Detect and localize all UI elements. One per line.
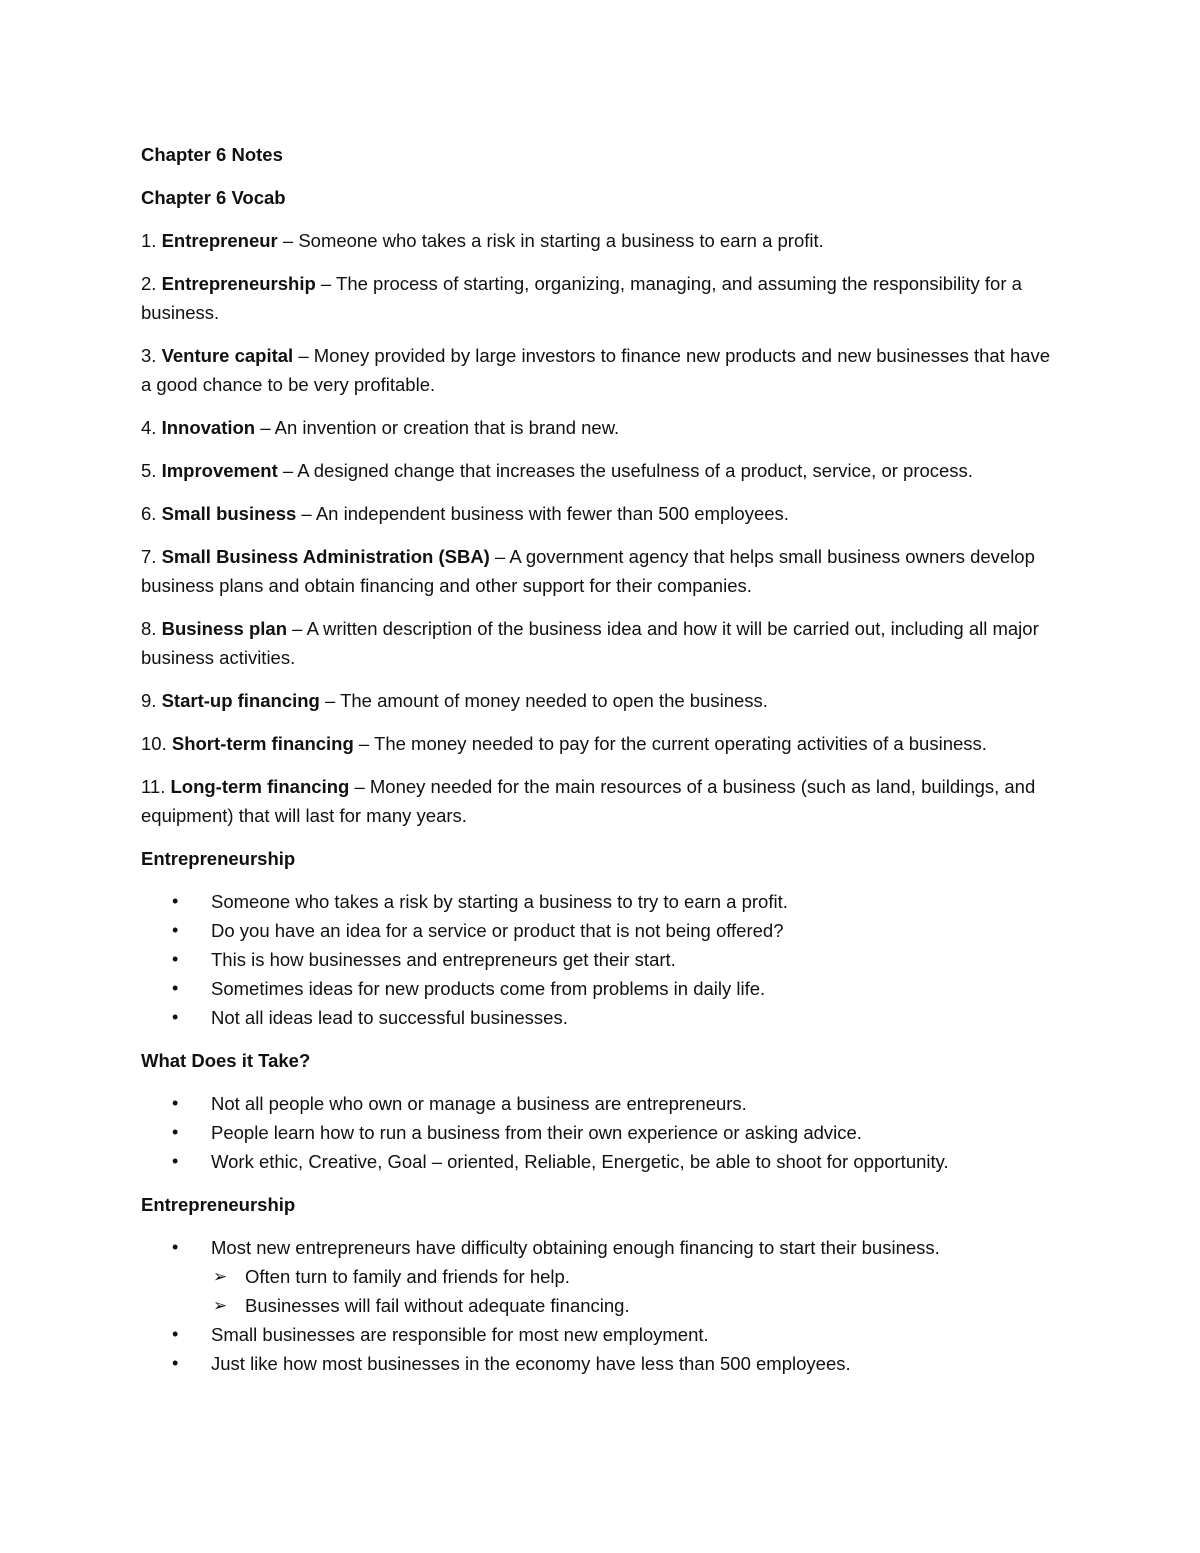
bullet-icon: • — [172, 891, 179, 911]
financing-bullet-list — [141, 1233, 1061, 1378]
arrow-bullet-icon: ➢ — [213, 1267, 228, 1286]
vocab-number: 1. — [141, 230, 162, 251]
vocab-definition: – The process of starting, organizing, managing, and assuming the responsibility for a business. — [141, 273, 1022, 323]
document-page — [141, 140, 1061, 1392]
bullet-icon: • — [172, 1007, 179, 1027]
vocab-item — [141, 413, 1061, 442]
bullet-icon: • — [172, 1093, 179, 1113]
vocab-definition: – The amount of money needed to open the business. — [319, 690, 768, 711]
page-title: Chapter 6 Notes — [141, 144, 283, 165]
vocab-item — [141, 729, 1061, 758]
bullet-text: This is how businesses and entrepreneurs get their start. — [211, 949, 676, 970]
bullet-icon: • — [172, 920, 179, 940]
list-item — [141, 945, 1061, 974]
arrow-bullet-icon: ➢ — [213, 1296, 228, 1315]
vocab-term: Improvement — [161, 460, 278, 481]
bullet-icon: • — [172, 1237, 179, 1257]
bullet-text: Not all people who own or manage a business are entrepreneurs. — [211, 1093, 747, 1114]
vocab-item — [141, 226, 1061, 255]
vocab-number: 7. — [141, 546, 162, 567]
vocab-item — [141, 341, 1061, 399]
vocab-number: 2. — [141, 273, 162, 294]
vocab-number: 11. — [141, 776, 171, 797]
vocab-number: 10. — [141, 733, 172, 754]
list-item — [141, 1118, 1061, 1147]
vocab-item — [141, 686, 1061, 715]
vocab-number: 6. — [141, 503, 162, 524]
sub-bullet-text: Often turn to family and friends for help. — [245, 1266, 570, 1287]
vocab-number: 3. — [141, 345, 162, 366]
sub-list-item — [141, 1291, 1061, 1320]
list-item — [141, 974, 1061, 1003]
vocab-item — [141, 269, 1061, 327]
vocab-term: Small business — [161, 503, 297, 524]
vocab-definition: – A designed change that increases the usefulness of a product, service, or process. — [277, 460, 973, 481]
bullet-icon: • — [172, 1151, 179, 1171]
what-does-it-take-bullet-list — [141, 1089, 1061, 1176]
list-item — [141, 1233, 1061, 1320]
bullet-text: Someone who takes a risk by starting a business to try to earn a profit. — [211, 891, 788, 912]
bullet-text: Just like how most businesses in the economy have less than 500 employees. — [211, 1353, 851, 1374]
vocab-term: Short-term financing — [171, 733, 354, 754]
vocab-term: Venture capital — [161, 345, 294, 366]
bullet-icon: • — [172, 1353, 179, 1373]
bullet-icon: • — [172, 949, 179, 969]
vocab-term: Small Business Administration (SBA) — [161, 546, 490, 567]
bullet-text: Small businesses are responsible for most new employment. — [211, 1324, 709, 1345]
vocab-definition: – An invention or creation that is brand new. — [255, 417, 620, 438]
vocab-term: Entrepreneurship — [161, 273, 316, 294]
list-item — [141, 1320, 1061, 1349]
entrepreneurship-bullet-list — [141, 887, 1061, 1032]
sub-bullet-text: Businesses will fail without adequate financing. — [245, 1295, 630, 1316]
vocab-term: Long-term financing — [170, 776, 350, 797]
vocab-term: Start-up financing — [161, 690, 320, 711]
vocab-item — [141, 542, 1061, 600]
bullet-text: Not all ideas lead to successful businesses. — [211, 1007, 568, 1028]
vocab-item — [141, 614, 1061, 672]
vocab-item — [141, 772, 1061, 830]
vocab-item — [141, 456, 1061, 485]
vocab-term: Innovation — [161, 417, 256, 438]
list-item — [141, 1349, 1061, 1378]
bullet-icon: • — [172, 978, 179, 998]
vocab-definition: – Money needed for the main resources of a business (such as land, buildings, and equipment) that will last for many years. — [141, 776, 1036, 826]
vocab-term: Entrepreneur — [161, 230, 278, 251]
sub-list-item — [141, 1262, 1061, 1291]
sub-bullet-list — [211, 1262, 1061, 1320]
bullet-icon: • — [172, 1122, 179, 1142]
list-item — [141, 1089, 1061, 1118]
vocab-definition: – A written description of the business idea and how it will be carried out, including all major business activities. — [141, 618, 1039, 668]
section-heading-entrepreneurship-financing: Entrepreneurship — [141, 1194, 296, 1215]
list-item — [141, 1147, 1061, 1176]
bullet-text: People learn how to run a business from their own experience or asking advice. — [211, 1122, 862, 1143]
section-heading-what-does-it-take: What Does it Take? — [141, 1050, 311, 1071]
vocab-number: 8. — [141, 618, 162, 639]
vocab-number: 4. — [141, 417, 162, 438]
section-heading-entrepreneurship: Entrepreneurship — [141, 848, 296, 869]
vocab-item — [141, 499, 1061, 528]
vocab-term: Business plan — [161, 618, 288, 639]
vocab-definition: – The money needed to pay for the current operating activities of a business. — [353, 733, 987, 754]
bullet-text: Most new entrepreneurs have difficulty obtaining enough financing to start their business. — [211, 1237, 940, 1258]
bullet-text: Work ethic, Creative, Goal – oriented, Reliable, Energetic, be able to shoot for opportunity. — [211, 1151, 949, 1172]
bullet-icon: • — [172, 1324, 179, 1344]
list-item — [141, 1003, 1061, 1032]
vocab-definition: – A government agency that helps small business owners develop business plans and obtain financing and other support for their companies. — [141, 546, 1035, 596]
vocab-heading: Chapter 6 Vocab — [141, 187, 286, 208]
vocab-number: 5. — [141, 460, 162, 481]
vocab-list — [141, 226, 1061, 830]
list-item — [141, 887, 1061, 916]
bullet-text: Sometimes ideas for new products come from problems in daily life. — [211, 978, 766, 999]
vocab-number: 9. — [141, 690, 162, 711]
vocab-definition: – Money provided by large investors to finance new products and new businesses that have a good chance to be very profitable. — [141, 345, 1051, 395]
vocab-definition: – An independent business with fewer than 500 employees. — [296, 503, 789, 524]
vocab-definition: – Someone who takes a risk in starting a business to earn a profit. — [277, 230, 824, 251]
bullet-text: Do you have an idea for a service or product that is not being offered? — [211, 920, 784, 941]
list-item — [141, 916, 1061, 945]
